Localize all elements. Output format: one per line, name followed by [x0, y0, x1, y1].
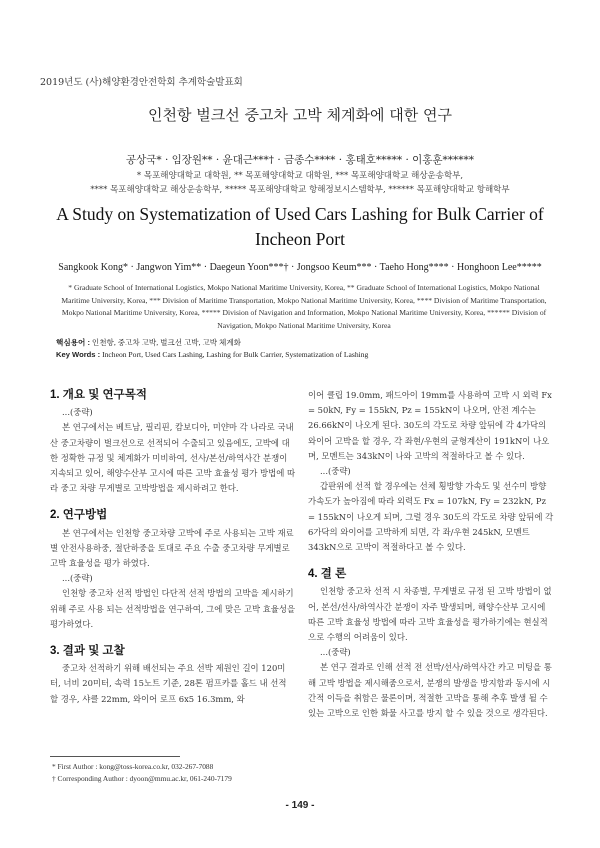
footnote-corresponding-author: † Corresponding Author : dyoon@mmu.ac.kr, 061-240-7179	[52, 774, 232, 783]
conference-header: 2019년도 (사)해양환경안전학회 추계학술발표회	[40, 77, 243, 88]
korean-authors: 공상국* · 임장원** · 윤대근***† · 금종수**** · 홍태호***** · 이홍훈******	[125, 154, 475, 166]
section-2-body: 본 연구에서는 인천항 중고차량 고박에 주로 사용되는 고박 재료별 안전사용하중, 절단하중을 토대로 주요 수출 중고차량 무게별로 고박 효율성을 평가 하였다.	[50, 527, 294, 569]
omission-mark: ...(중략)	[320, 466, 351, 477]
keywords-english-label: Key Words :	[56, 350, 101, 359]
section-3-body: 중고차 선적하기 위해 배선되는 주요 선박 제원인 길이 120미터, 너비 20미터, 속력 15노트 기준, 28톤 펌프카를 홀드 내 선적 할 경우, 샤클 22mm, 와이어 로프 6x5 16.3mm, 와	[50, 663, 287, 704]
english-title-line: Incheon Port	[255, 229, 345, 249]
section-2-heading: 2. 연구방법	[50, 509, 108, 522]
keywords-english-text: Incheon Port, Used Cars Lashing, Lashing for Bulk Carrier, Systematization of Lashing	[102, 350, 369, 359]
page-number: - 149 -	[285, 800, 315, 811]
section-4-body: 인천항 중고차 선적 시 차종별, 무게별로 규정 된 고박 방법이 없어, 본선/선사/하역사간 분쟁이 자주 발생되며, 해양수산부 고시에 따른 고박 효율성 방법에 따라 고박 효율성을 평가하기에는 현실적으로 수행의 어려움이 있다.	[308, 586, 552, 643]
omission-mark: ...(중략)	[62, 407, 93, 418]
section-4-heading: 4. 결 론	[308, 568, 347, 581]
footnote-first-author: * First Author : kong@toss-korea.co.kr, 032-267-7088	[52, 762, 214, 771]
section-3-body: 갑판위에 선적 할 경우에는 선체 횡방향 가속도 및 선수미 방향 가속도가 높아짐에 따라 외력도 Fx = 107kN, Fy = 232kN, Pz = 155kN이 나오게 되며, 그럴 경우 30도의 각도로 차량 앞뒤에 각 6가닥의 와이어를 고박하게 되면, 각 좌/우현 245kN, 모멘트 343kN으로 고박이 적절하다고 볼 수 있다.	[308, 481, 554, 553]
keywords-english	[56, 350, 368, 359]
omission-mark: ...(중략)	[320, 647, 351, 658]
section-1-heading: 1. 개요 및 연구목적	[50, 389, 147, 401]
keywords-korean-label: 핵심용어 :	[56, 338, 90, 347]
section-3-body-continued: 이어 클립 19.0mm, 패드아이 19mm를 사용하여 고박 시 외력 Fx = 50kN, Fy = 155kN, Pz = 155kN이 나오며, 안전 계수는 26.66kN이 나오게 된다. 30도의 각도로 차량 앞뒤에 각 4가닥의 와이어 고박을 할 경우, 각 좌현/우현의 균형계산이 191kN이 나오며, 모멘트는 343kN이 나와 고박의 적절하다고 볼 수 있다.	[308, 390, 552, 461]
section-1-body: 본 연구에서는 베트남, 필리핀, 캄보디아, 미얀마 각 나라로 국내산 중고차량이 벌크선으로 선적되어 수출되고 있음에도, 고박에 대한 정확한 규정 및 체계화가 미비하여, 선사/본선/하역사간 분쟁이 지속되고 있어, 해양수산부 고시에 따른 고박 효율성 평가 방법에 따라 중고 차량 무게별로 고박방법을 제시하려고 한다.	[50, 422, 296, 494]
english-affiliations: * Graduate School of International Logistics, Mokpo National Maritime University, Korea, ** Graduate School of International Logistics, Mokpo National Maritime University, Korea, *** Division of Maritime Transportation, Mokpo National Maritime University, Korea, **** Division of Maritime Transportation, Mokpo National Maritime University, Korea, ***** Division of Navigation and Information, Mokpo National Maritime University, Korea, ****** Division of Navigation, Mokpo National Maritime University, Korea	[61, 283, 547, 330]
korean-title: 인천항 벌크선 중고차 고박 체계화에 대한 연구	[148, 106, 452, 124]
korean-affiliation-line: **** 목포해양대학교 해상운송학부, ***** 목포해양대학교 항해정보시스템학부, ****** 목포해양대학교 항해학부	[90, 185, 510, 195]
english-authors: Sangkook Kong* · Jangwon Yim** · Daegeun Yoon***† · Jongsoo Keum*** · Taeho Hong**** · Honghoon Lee*****	[58, 262, 542, 273]
english-title	[0, 202, 600, 252]
omission-mark: ...(중략)	[62, 573, 93, 584]
section-4-body: 본 연구 결과로 인해 선적 전 선박/선사/하역사간 카고 미팅을 통해 고박 방법을 제시해줌으로서, 분쟁의 발생을 방지함과 동시에 시간적 이득을 취함은 물론이며, 적절한 고박을 통해 추후 발생 될 수 있는 고박으로 인한 화물 사고를 방지 할 수 있을 것으로 생각된다.	[308, 662, 552, 719]
korean-affiliation-line: * 목포해양대학교 대학원, ** 목포해양대학교 대학원, *** 목포해양대학교 해상운송학부,	[136, 171, 464, 181]
english-title-line: A Study on Systematization of Used Cars Lashing for Bulk Carrier of	[56, 204, 544, 224]
keywords-korean-text: 인천항, 중고차 고박, 벌크선 고박, 고박 체계화	[91, 338, 242, 347]
section-3-heading: 3. 결과 및 고찰	[50, 645, 125, 658]
footnote-divider	[50, 756, 180, 757]
left-column	[50, 388, 296, 707]
keywords-korean	[56, 337, 241, 348]
right-column	[308, 388, 554, 721]
section-2-body: 인천항 중고차 선적 방법인 다단적 선적 방법의 고박을 제시하기 위해 주로 사용 되는 선적방법을 연구하여, 그에 맞은 고박 효율성을 평가하였다.	[50, 588, 296, 629]
